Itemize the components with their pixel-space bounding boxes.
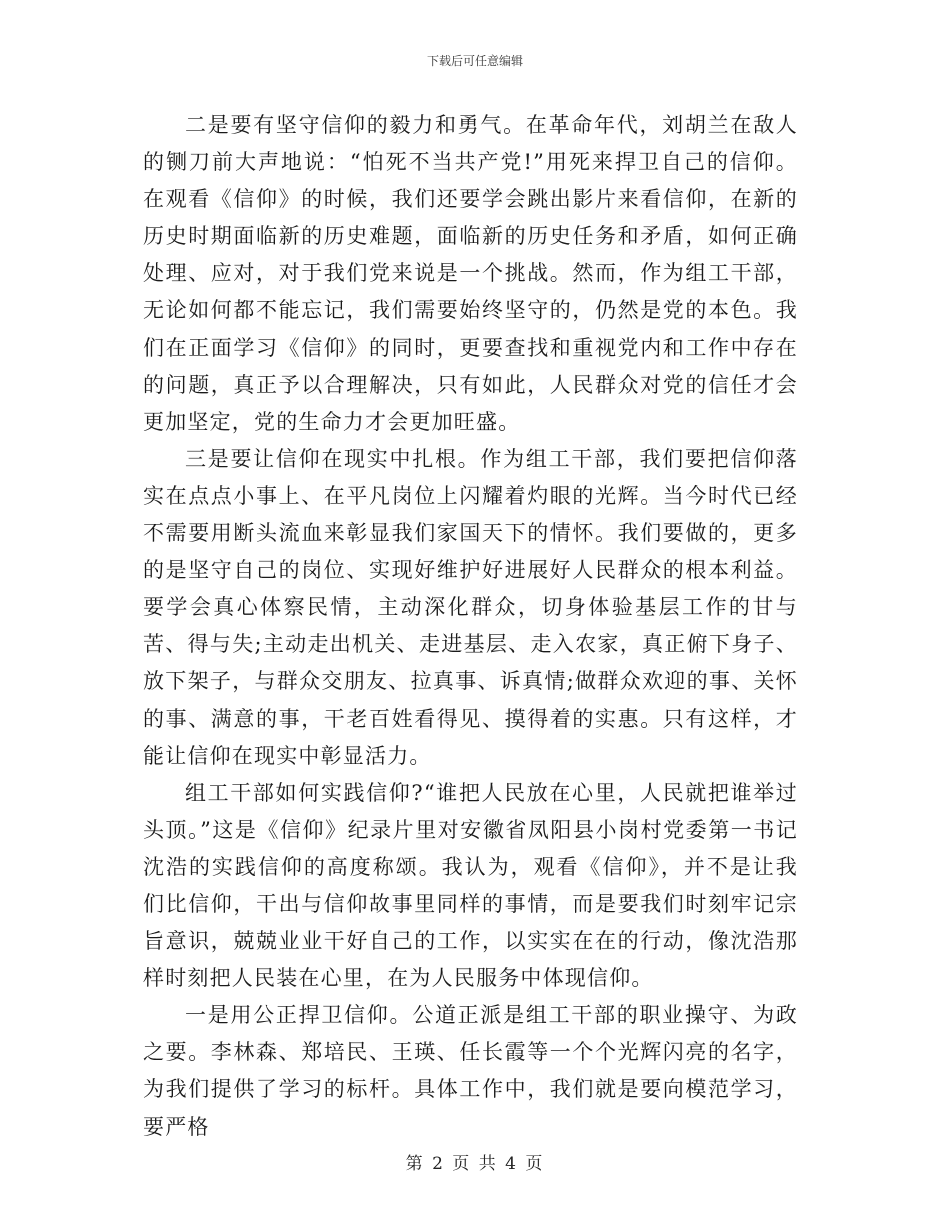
page-number-footer: 第 2 页 共 4 页 (405, 1154, 545, 1174)
paragraph-3: 组工干部如何实践信仰?“谁把人民放在心里，人民就把谁举过头顶。”这是《信仰》纪录片里对安徽省凤阳县小岗村党委第一书记沈浩的实践信仰的高度称颂。我认为，观看《信仰》，并不是让我们比信仰，干出与信仰故事里同样的事情，而是要我们时刻牢记宗旨意识，兢兢业业干好自己的工作，以实实在在的行动，像沈浩那样时刻把人民装在心里，在为人民服务中体现信仰。 (143, 780, 798, 991)
paragraph-2: 三是要让信仰在现实中扎根。作为组工干部，我们要把信仰落实在点点小事上、在平凡岗位上闪耀着灼眼的光辉。当今时代已经不需要用断头流血来彰显我们家国天下的情怀。我们要做的，更多的是坚守自己的岗位、实现好维护好进展好人民群众的根本利益。要学会真心体察民情，主动深化群众，切身体验基层工作的甘与苦、得与失;主动走出机关、走进基层、走入农家，真正俯下身子、放下架子，与群众交朋友、拉真事、诉真情;做群众欢迎的事、关怀的事、满意的事，干老百姓看得见、摸得着的实惠。只有这样，才能让信仰在现实中彰显活力。 (143, 446, 798, 768)
paragraph-1: 二是要有坚守信仰的毅力和勇气。在革命年代，刘胡兰在敌人的铡刀前大声地说：“怕死不当共产党!”用死来捍卫自己的信仰。在观看《信仰》的时候，我们还要学会跳出影片来看信仰，在新的历史时期面临新的历史难题，面临新的历史任务和矛盾，如何正确处理、应对，对于我们党来说是一个挑战。然而，作为组工干部，无论如何都不能忘记，我们需要始终坚守的，仍然是党的本色。我们在正面学习《信仰》的同时，更要查找和重视党内和工作中存在的问题，真正予以合理解决，只有如此，人民群众对党的信任才会更加坚定，党的生命力才会更加旺盛。 (143, 113, 798, 434)
paragraph-4: 一是用公正捍卫信仰。公道正派是组工干部的职业操守、为政之要。李林森、郑培民、王瑛、任长霞等一个个光辉闪亮的名字，为我们提供了学习的标杆。具体工作中，我们就是要向模范学习，要严格 (143, 1003, 798, 1139)
document-body (143, 107, 798, 1146)
page-header: 下载后可任意编辑 (426, 54, 523, 68)
